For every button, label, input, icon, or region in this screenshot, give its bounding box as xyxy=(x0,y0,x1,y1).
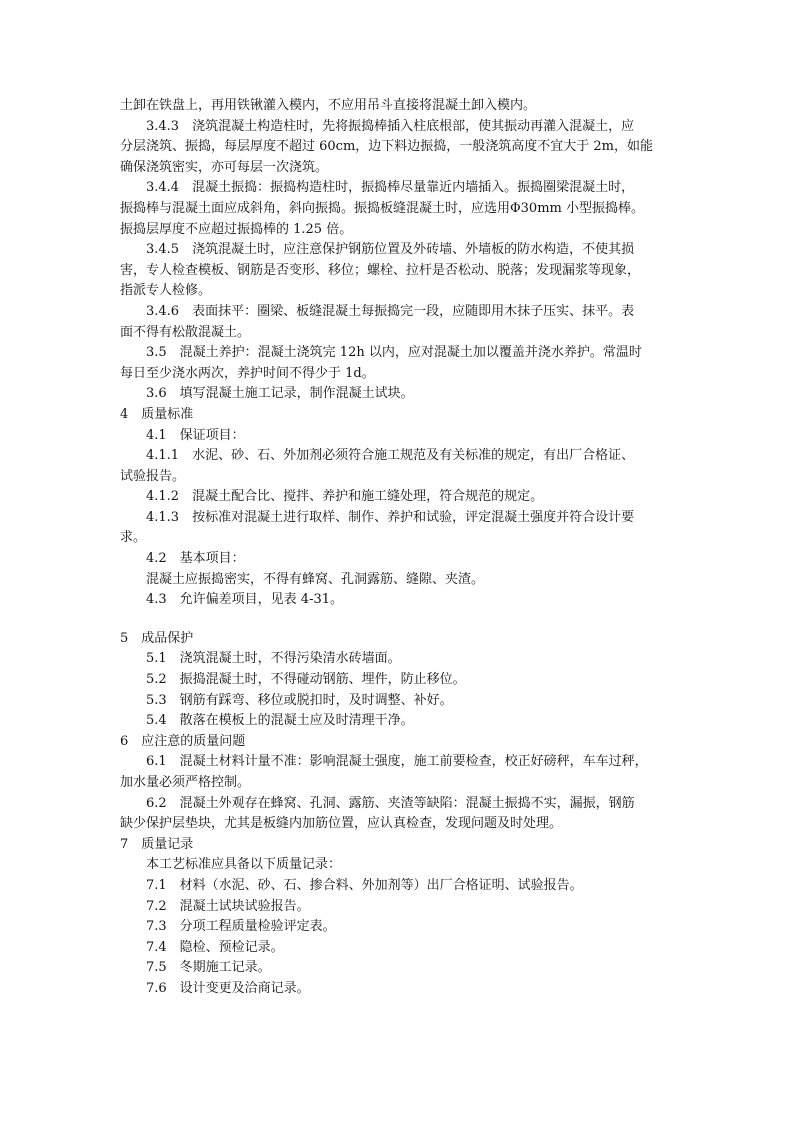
blank-line xyxy=(120,611,680,629)
text-line: 4 质量标准 xyxy=(120,406,194,422)
text-line: 6.1 混凝土材料计量不准：影响混凝土强度，施工前要检查，校正好磅秤，车车过秤， xyxy=(146,754,648,770)
text-line: 4.3 允许偏差项目，见表 4-31。 xyxy=(146,592,344,608)
text-line: 7.3 分项工程质量检验评定表。 xyxy=(146,919,336,935)
text-line: 7.1 材料（水泥、砂、石、掺合料、外加剂等）出厂合格证明、试验报告。 xyxy=(146,877,583,893)
text-line: 4.1.1 水泥、砂、石、外加剂必须符合施工规范及有关标准的规定，有出厂合格证、 xyxy=(146,448,635,464)
text-line: 土卸在铁盘上，再用铁锹灌入模内，不应用吊斗直接将混凝土卸入模内。 xyxy=(120,98,537,113)
text-line: 4.1.2 混凝土配合比、搅拌、养护和施工缝处理，符合规范的规定。 xyxy=(146,489,544,505)
text-line: 4.2 基本项目： xyxy=(146,551,245,567)
text-line: 加水量必须严格控制。 xyxy=(120,775,251,790)
text-line: 3.6 填写混凝土施工记录，制作混凝土试块。 xyxy=(146,386,414,402)
text-line: 害，专人检查模板、钢筋是否变形、移位；螺栓、拉杆是否松动、脱落；发现漏浆等现象， xyxy=(120,262,641,278)
text-line: 3.4.4 混凝土振捣：振捣构造柱时，振捣棒尽量靠近内墙插入。振捣圈梁混凝土时， xyxy=(146,180,635,196)
text-line: 分层浇筑、振捣，每层厚度不超过 60cm，边下料边振捣，一般浇筑高度不宜大于 2m，如能 xyxy=(120,139,654,155)
text-line: 本工艺标准应具备以下质量记录： xyxy=(146,857,342,873)
text-line: 7 质量记录 xyxy=(120,836,194,852)
text-line: 6.2 混凝土外观存在蜂窝、孔洞、露筋、夹渣等缺陷：混凝土振捣不实，漏振，钢筋 xyxy=(146,795,635,811)
text-line: 确保浇筑密实，亦可每层一次浇筑。 xyxy=(120,159,329,175)
text-line: 试验报告。 xyxy=(120,468,186,484)
text-line: 4.1 保证项目： xyxy=(146,427,245,443)
text-line: 振捣层厚度不应超过振捣棒的 1.25 倍。 xyxy=(120,221,353,237)
text-line: 3.4.6 表面抹平：圈梁、板缝混凝土每振捣完一段，应随即用木抹子压实、抹平。表 xyxy=(146,303,635,319)
text-line: 面不得有松散混凝土。 xyxy=(120,324,251,340)
text-line: 5 成品保护 xyxy=(120,630,194,646)
text-line: 振捣棒与混凝土面应成斜角，斜向振捣。振捣板缝混凝土时，应选用Φ30mm 小型振捣棒。 xyxy=(120,200,644,216)
text-line: 混凝土应振捣密实，不得有蜂窝、孔洞露筋、缝隙、夹渣。 xyxy=(146,571,485,587)
text-line: 5.3 钢筋有踩弯、移位或脱扣时，及时调整、补好。 xyxy=(146,692,453,708)
text-line: 4.1.3 按标准对混凝土进行取样、制作、养护和试验，评定混凝土强度并符合设计要 xyxy=(146,509,635,525)
text-line: 6 应注意的质量问题 xyxy=(120,733,246,749)
text-line: 3.5 混凝土养护：混凝土浇筑完 12h 以内，应对混凝土加以覆盖并浇水养护。常温时 xyxy=(146,345,642,361)
text-line: 5.1 浇筑混凝土时，不得污染清水砖墙面。 xyxy=(146,651,401,667)
text-line: 7.6 设计变更及洽商记录。 xyxy=(146,980,310,996)
text-line: 5.4 散落在模板上的混凝土应及时清理干净。 xyxy=(146,713,414,729)
text-line: 指派专人检修。 xyxy=(120,283,212,299)
text-line: 7.2 混凝土试块试验报告。 xyxy=(146,898,310,914)
text-line: 3.4.3 浇筑混凝土构造柱时，先将振捣棒插入柱底根部，使其振动再灌入混凝土，应 xyxy=(146,118,635,134)
text-line: 每日至少浇水两次，养护时间不得少于 1d。 xyxy=(120,365,375,381)
text-line: 7.5 冬期施工记录。 xyxy=(146,960,271,976)
text-line: 求。 xyxy=(120,530,147,546)
text-line: 7.4 隐检、预检记录。 xyxy=(146,939,284,955)
text-line: 3.4.5 浇筑混凝土时，应注意保护钢筋位置及外砖墙、外墙板的防水构造，不使其损 xyxy=(146,242,635,258)
text-line: 缺少保护层垫块，尤其是板缝内加筋位置，应认真检查，发现问题及时处理。 xyxy=(120,816,563,832)
text-line: 5.2 振捣混凝土时，不得碰动钢筋、埋件，防止移位。 xyxy=(146,672,466,688)
document-body xyxy=(120,96,680,1000)
